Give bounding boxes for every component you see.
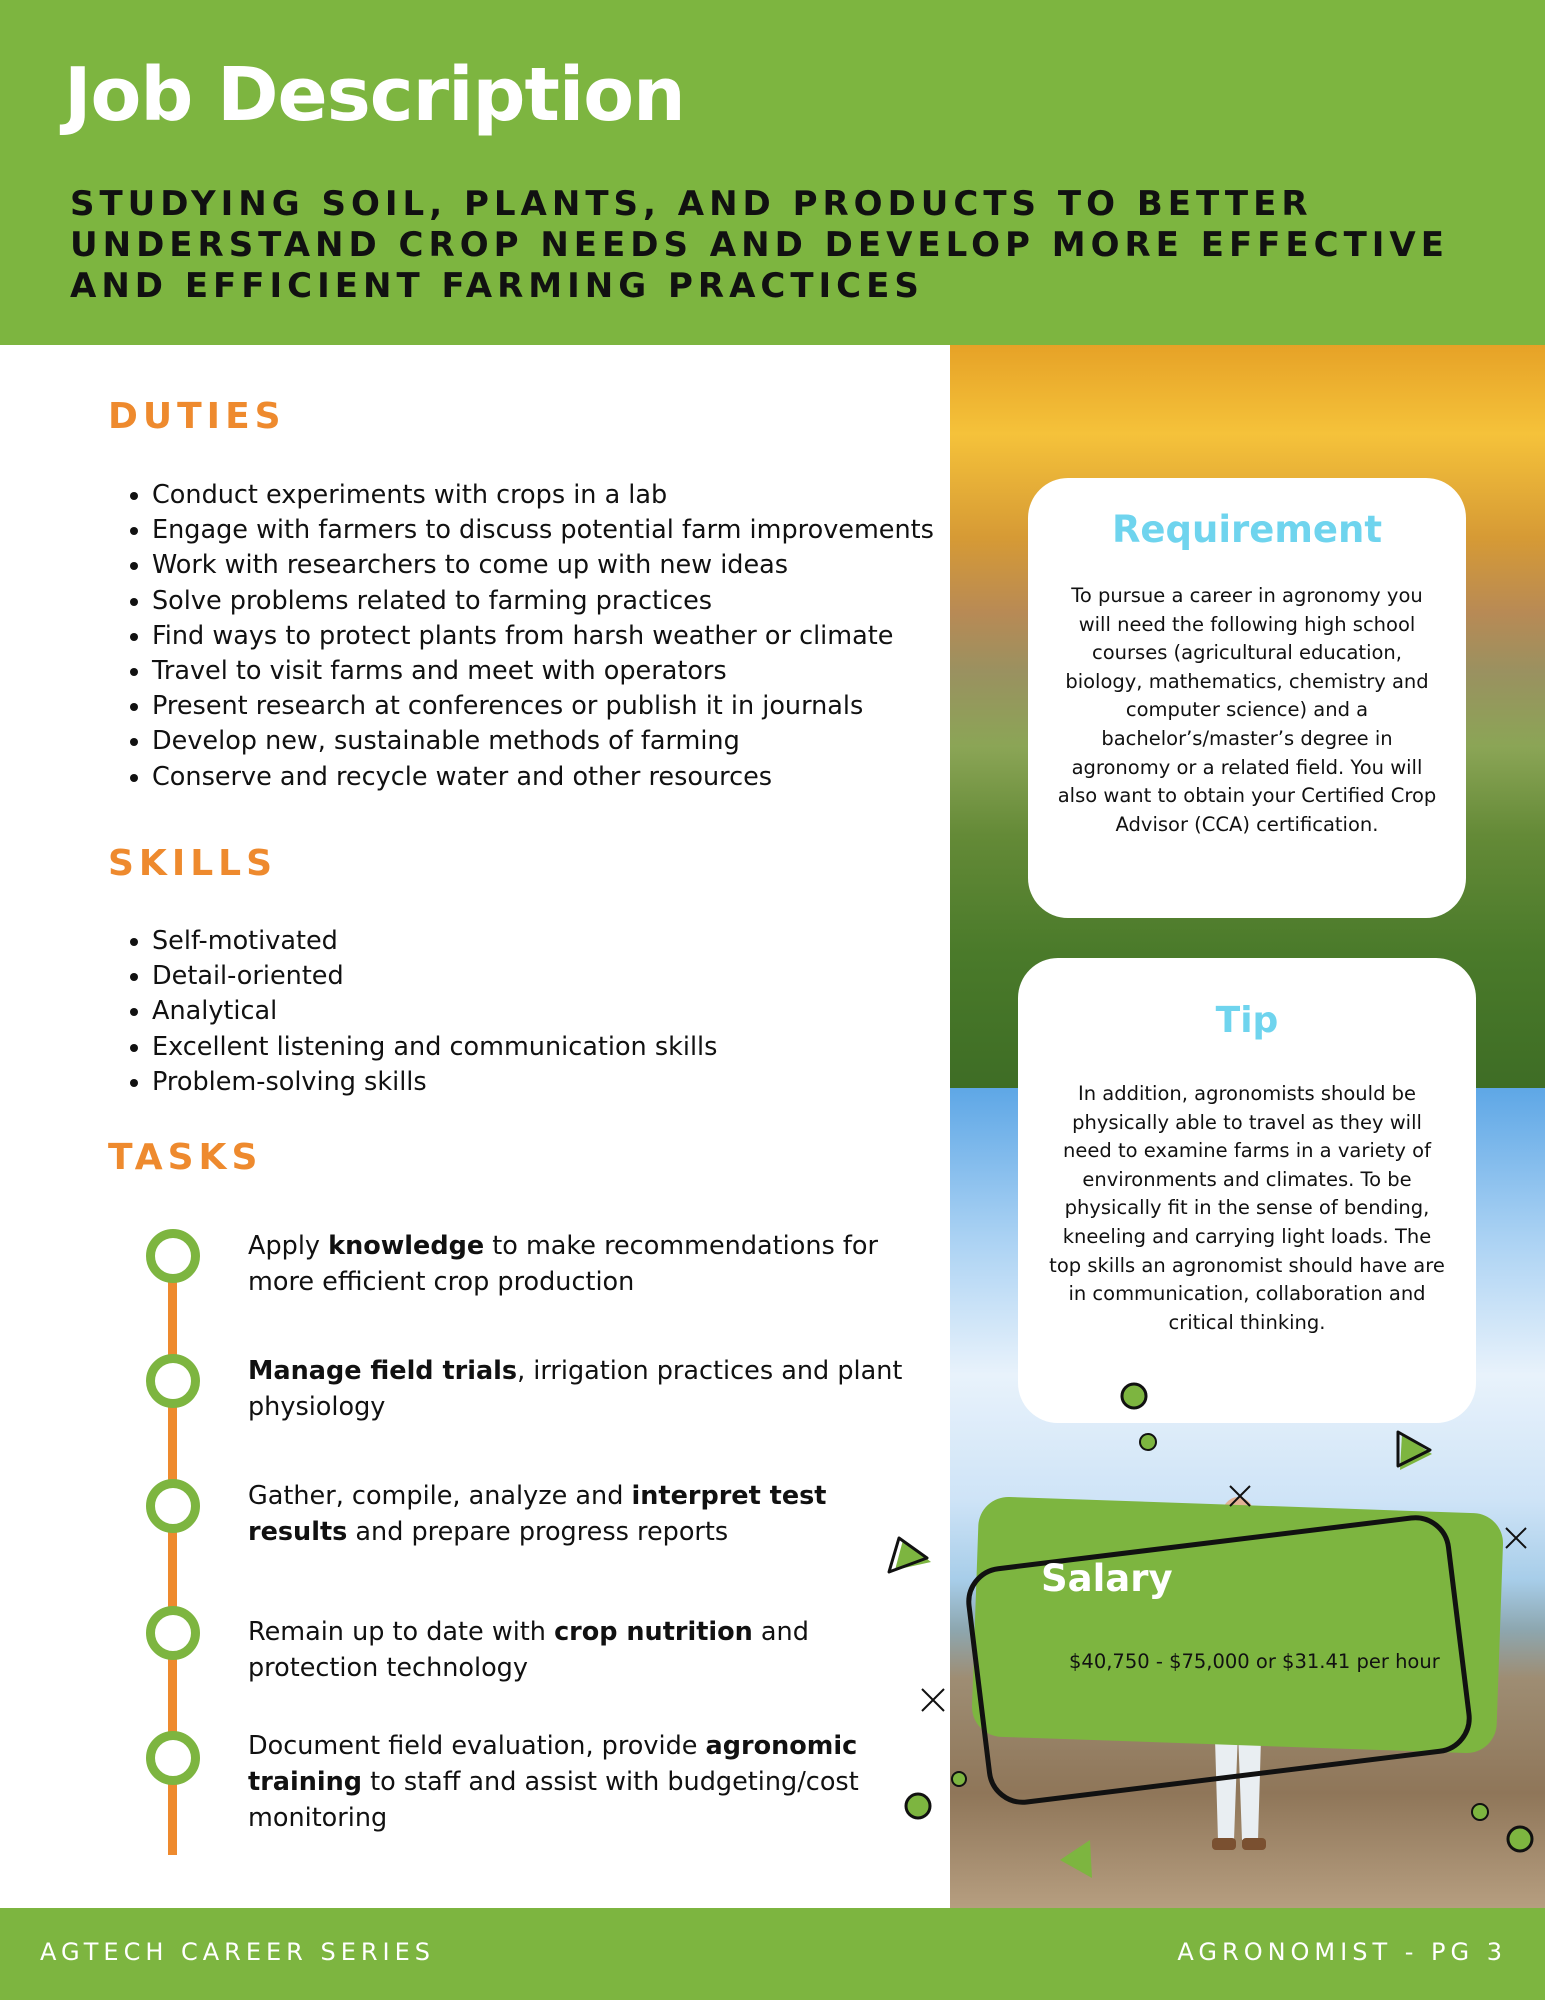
list-item: • Present research at conferences or publish it in journals — [152, 689, 934, 724]
page-subtitle: STUDYING SOIL, PLANTS, AND PRODUCTS TO BETTER UNDERSTAND CROP NEEDS AND DEVELOP MORE EFFECTIVE AND EFFICIENT FARMING PRACTICES — [70, 184, 1449, 306]
list-item: • Find ways to protect plants from harsh weather or climate — [152, 619, 934, 654]
timeline-marker — [146, 1229, 200, 1283]
list-item: • Detail-oriented — [152, 959, 717, 994]
header-banner — [0, 0, 1545, 345]
task-item: Manage field trials, irrigation practices and plant physiology — [248, 1356, 903, 1422]
list-item: • Travel to visit farms and meet with operators — [152, 654, 934, 689]
circle-deco-icon — [900, 1788, 936, 1824]
triangle-deco-icon — [885, 1534, 935, 1580]
circle-deco-icon — [1116, 1378, 1152, 1414]
circle-deco-icon — [948, 1768, 970, 1790]
list-item: • Work with researchers to come up with new ideas — [152, 548, 934, 583]
sparkle-deco-icon — [918, 1685, 948, 1715]
triangle-deco-icon — [1054, 1834, 1104, 1884]
timeline-marker — [146, 1479, 200, 1533]
tip-text: In addition, agronomists should be physically able to travel as they will need to examine farms in a variety of environments and climates. To be physically fit in the sense of bending, kneeling and carrying light loads. The top skills an agronomist should have are in communication, collaboration and critical thinking. — [1049, 1082, 1445, 1334]
tip-title: Tip — [1215, 1000, 1279, 1041]
list-item: • Engage with farmers to discuss potential farm improvements — [152, 513, 934, 548]
list-item: • Solve problems related to farming practices — [152, 584, 934, 619]
list-item: • Problem-solving skills — [152, 1065, 717, 1100]
circle-deco-icon — [1468, 1800, 1492, 1824]
requirement-title: Requirement — [1111, 508, 1383, 551]
task-item: Apply knowledge to make recommendations for more efficient crop production — [248, 1231, 878, 1297]
task-item: Document field evaluation, provide agronomic training to staff and assist with budgeting/cost monitoring — [248, 1731, 859, 1833]
sparkle-deco-icon — [1226, 1482, 1254, 1510]
series-label: AGTECH CAREER SERIES — [40, 1938, 436, 1966]
timeline-marker — [146, 1731, 200, 1785]
list-item: • Excellent listening and communication skills — [152, 1030, 717, 1065]
timeline-marker — [146, 1354, 200, 1408]
skills-heading: SKILLS — [108, 843, 278, 884]
list-item: • Conduct experiments with crops in a lab — [152, 478, 934, 513]
list-item: • Conserve and recycle water and other resources — [152, 760, 934, 795]
circle-deco-icon — [1136, 1430, 1160, 1454]
list-item: • Self-motivated — [152, 924, 717, 959]
sparkle-deco-icon — [1502, 1524, 1530, 1552]
requirement-card — [1028, 478, 1466, 918]
page-label: AGRONOMIST - PG 3 — [1177, 1938, 1507, 1966]
task-item: Gather, compile, analyze and interpret test results and prepare progress reports — [248, 1481, 827, 1547]
tip-card — [1018, 958, 1476, 1423]
footer-bar — [0, 1908, 1545, 2000]
list-item: • Analytical — [152, 994, 717, 1029]
duties-list — [110, 478, 934, 795]
salary-title: Salary — [1041, 1557, 1173, 1600]
timeline-marker — [146, 1606, 200, 1660]
skills-list — [110, 924, 717, 1100]
salary-text: $40,750 - $75,000 or $31.41 per hour — [1069, 1650, 1440, 1673]
duties-heading: DUTIES — [108, 396, 286, 437]
requirement-text: To pursue a career in agronomy you will need the following high school courses (agricultural education, biology, mathematics, chemistry and computer science) and a bachelor’s/master’s degree in agronomy or a related field. You will also want to obtain your Certified Crop Advisor (CCA) certification. — [1057, 584, 1437, 836]
tasks-heading: TASKS — [108, 1137, 263, 1178]
task-item: Remain up to date with crop nutrition and protection technology — [248, 1617, 809, 1683]
triangle-deco-icon — [1390, 1428, 1438, 1476]
list-item: • Develop new, sustainable methods of farming — [152, 724, 934, 759]
page-title: Job Description — [64, 52, 685, 138]
circle-deco-icon — [1503, 1822, 1537, 1856]
